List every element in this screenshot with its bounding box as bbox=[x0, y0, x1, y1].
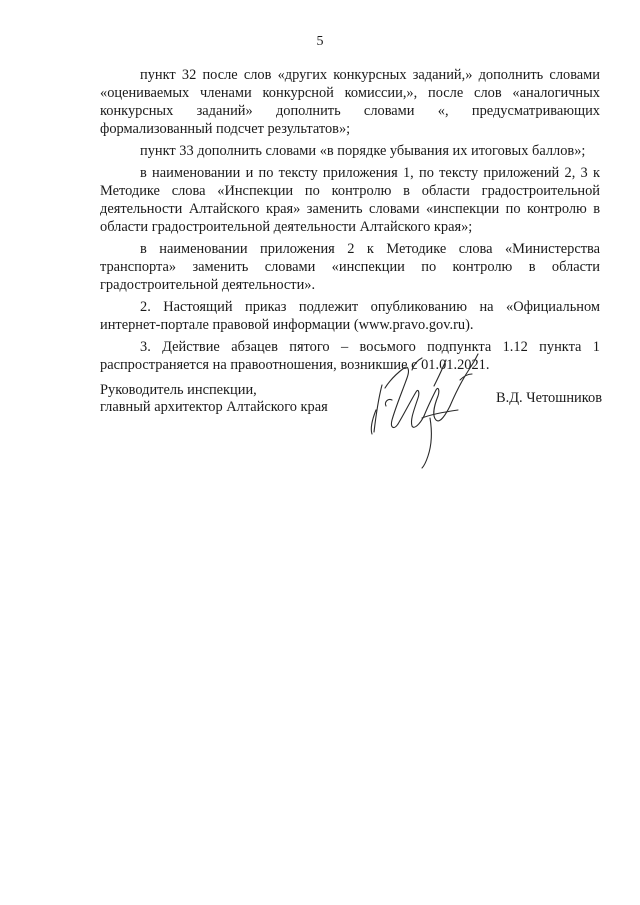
paragraph-punkt-32: пункт 32 после слов «других конкурсных заданий,» дополнить словами «оцениваемых членами конкурсной комиссии,», после слов «аналогичных конкурсных заданий» дополнить словами «, предусматривающих формализованный подсчет результатов»; bbox=[100, 67, 600, 137]
paragraph-punkt-33: пункт 33 дополнить словами «в порядке убывания их итоговых баллов»; bbox=[140, 143, 586, 159]
document-body bbox=[100, 66, 600, 378]
handwritten-signature-icon bbox=[352, 340, 492, 475]
signatory-name: В.Д. Четошников bbox=[496, 390, 602, 406]
paragraph-prilozhenie-2: в наименовании приложения 2 к Методике слова «Министерства транспорта» заменить словами «инспекции по контролю в области градостроительной деятельности». bbox=[100, 241, 600, 293]
signature-block bbox=[100, 382, 602, 482]
paragraph-publication: 2. Настоящий приказ подлежит опубликованию на «Официальном интернет-портале правовой информации (www.pravo.gov.ru). bbox=[100, 299, 600, 333]
signatory-title-line-2: главный архитектор Алтайского края bbox=[100, 399, 328, 415]
signatory-title bbox=[100, 382, 360, 416]
paragraph-effective-date: 3. Действие абзацев пятого – восьмого подпункта 1.12 пункта 1 распространяется на правоотношения, возникшие с 01.01.2021. bbox=[100, 339, 600, 373]
page-number: 5 bbox=[316, 34, 324, 49]
paragraph-prilozhenie-1: в наименовании и по тексту приложения 1, по тексту приложений 2, 3 к Методике слова «Инспекции по контролю в области градостроительной деятельности Алтайского края» заменить словами «инспекции по контролю в области градостроительной деятельности Алтайского края»; bbox=[100, 165, 600, 235]
signatory-title-line-1: Руководитель инспекции, bbox=[100, 382, 257, 398]
